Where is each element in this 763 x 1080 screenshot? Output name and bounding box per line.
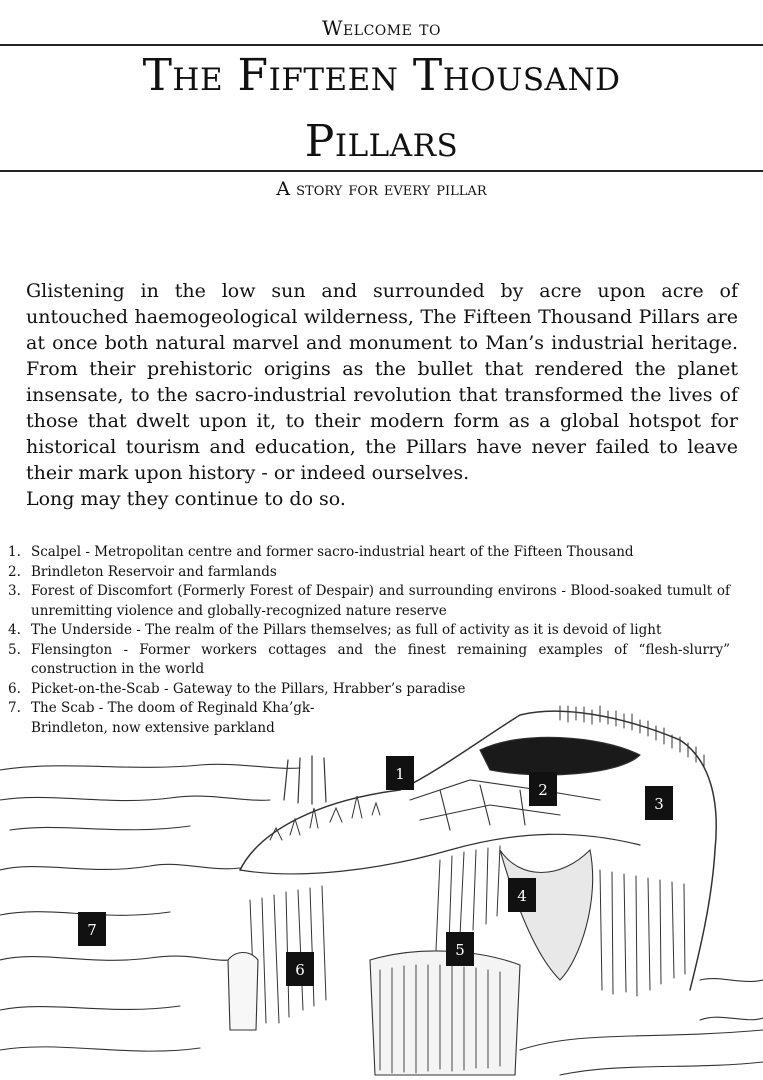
page-title-line-2: Pillars <box>304 116 459 167</box>
legend-number: 3. <box>8 583 21 599</box>
intro-paragraph: Glistening in the low sun and surrounded by acre upon acre of untouched haemogeological wilderness, The Fifteen Thousand Pillars are at once both natural marvel and monument to Man’s industrial heritage. From their prehistoric origins as the bullet that rendered the planet insensate, to the sacro-industrial revolution that transformed the lives of those that dwelt upon it, to their modern form as a global hotspot for historical tourism and education, the Pillars have never failed to leave their mark upon history - or indeed ourselves. <box>26 280 738 484</box>
legend-number: 1. <box>8 544 21 560</box>
map-marker-2 <box>529 772 557 806</box>
legend-item-reservoir <box>8 563 730 583</box>
legend-number: 6. <box>8 680 21 697</box>
page-title-line-1: The Fifteen Thousand <box>142 50 621 101</box>
svg-text:5: 5 <box>455 941 465 959</box>
svg-text:2: 2 <box>538 781 548 799</box>
welcome-heading: Welcome to <box>322 16 441 40</box>
map-marker-5 <box>446 932 474 966</box>
svg-text:1: 1 <box>395 765 405 783</box>
intro-section <box>26 278 738 512</box>
page-subtitle: A story for every pillar <box>276 178 487 200</box>
legend-item-flensington <box>8 641 730 680</box>
legend-text: The Scab - The doom of Reginald Kha’gk-Brindleton, now extensive parkland <box>31 700 315 736</box>
legend-number: 7. <box>8 700 21 716</box>
legend-number: 4. <box>8 622 21 638</box>
legend-text: Picket-on-the-Scab - Gateway to the Pillars, Hrabber’s paradise <box>31 680 466 697</box>
svg-text:7: 7 <box>87 921 97 939</box>
legend-text: Flensington - Former workers cottages and the finest remaining examples of “flesh-slurry” construction in the world <box>31 641 730 677</box>
map-marker-1 <box>386 756 414 790</box>
legend-number: 5. <box>8 641 21 658</box>
intro-closing: Long may they continue to do so. <box>26 488 346 510</box>
svg-text:4: 4 <box>517 887 527 905</box>
legend-item-scalpel <box>8 543 730 563</box>
legend-text: Brindleton Reservoir and farmlands <box>31 563 277 580</box>
bottom-rule <box>0 170 763 172</box>
legend-text: Forest of Discomfort (Formerly Forest of Despair) and surrounding environs - Blood-soaked tumult of unremitting violence and globally-recognized nature reserve <box>31 583 730 619</box>
legend-text: Scalpel - Metropolitan centre and former sacro-industrial heart of the Fifteen Thousand <box>31 544 634 560</box>
map-marker-4 <box>508 878 536 912</box>
svg-text:6: 6 <box>295 961 305 979</box>
legend-number: 2. <box>8 563 21 580</box>
svg-text:3: 3 <box>654 795 664 813</box>
map-marker-6 <box>286 952 314 986</box>
map-marker-7 <box>78 912 106 946</box>
legend-text: The Underside - The realm of the Pillars themselves; as full of activity as it is devoid of light <box>31 622 662 638</box>
map-landscape-sketch <box>0 706 763 1075</box>
legend-item-forest <box>8 582 730 621</box>
legend-item-underside <box>8 621 730 641</box>
pillars-map-illustration <box>0 690 763 1080</box>
map-marker-3 <box>645 786 673 820</box>
